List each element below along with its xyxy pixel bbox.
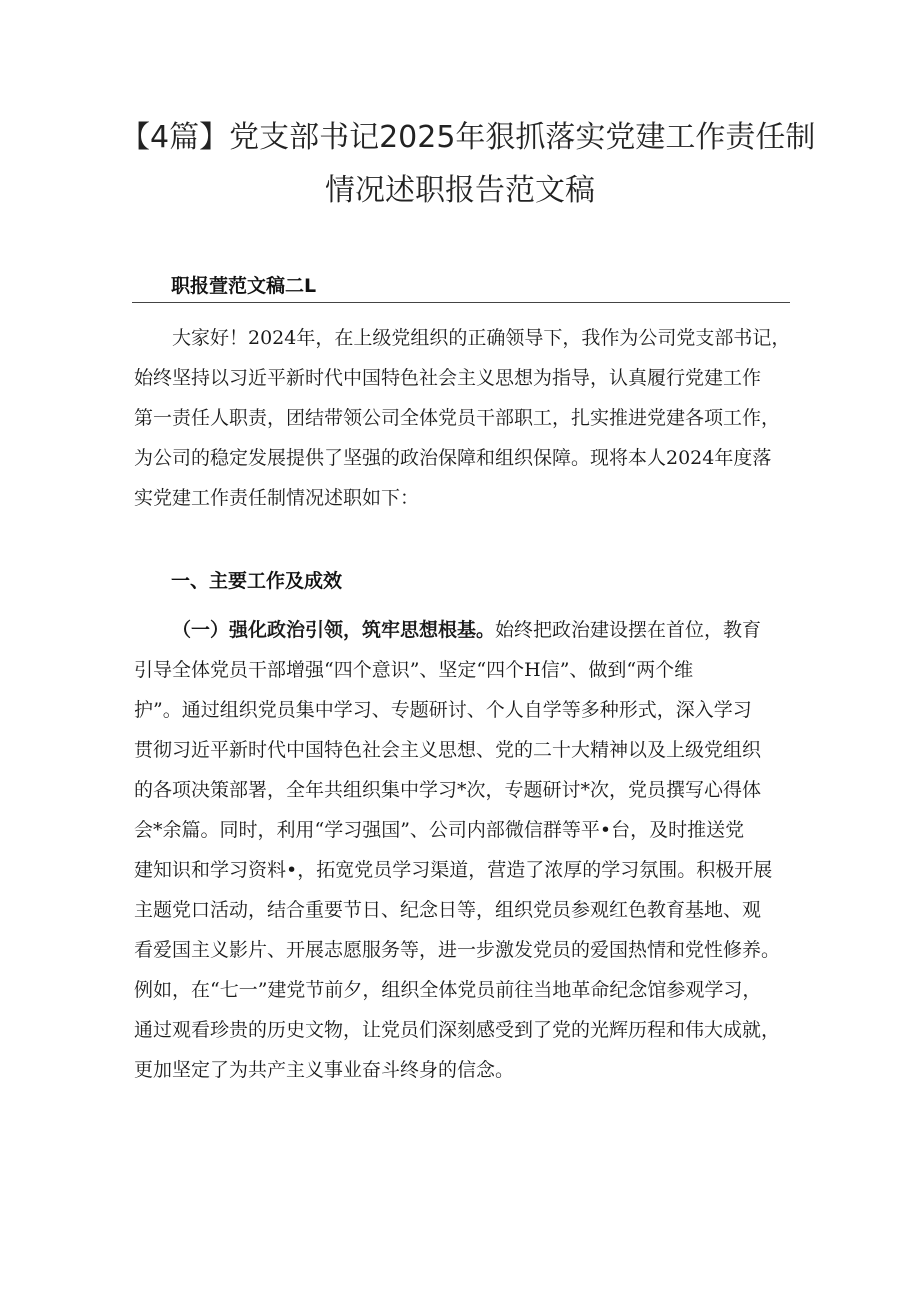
document-title-line-2: 情况述职报告范文稿 xyxy=(325,173,595,208)
intro-line xyxy=(134,318,794,358)
section-heading: 一、主要工作及成效 xyxy=(171,570,343,592)
paragraph-line: 看爱国主义影片、开展志愿服务等，进一步激发党员的爱国热情和党性修养。 xyxy=(134,939,781,961)
intro-line: 第一责任人职责，团结带领公司全体党员干部职工，扎实推进党建各项工作， xyxy=(134,407,781,429)
paragraph-lead: （一）强化政治引领，筑牢思想根基。 xyxy=(172,619,496,641)
paragraph-line: 建知识和学习资料•，拓宽党员学习渠道，营造了浓厚的学习氛围。积极开展 xyxy=(134,859,773,881)
intro-paragraph xyxy=(134,318,794,518)
paragraph-first-rest: 始终把政治建设摆在首位，教育 xyxy=(495,619,762,641)
paragraph-line: 主题党口活动，结合重要节日、纪念日等，组织党员参观红色教育基地、观 xyxy=(134,899,762,921)
horizontal-divider xyxy=(132,302,790,303)
paragraph-line: 护”。通过组织党员集中学习、专题研讨、个人自学等多种形式，深入学习 xyxy=(134,699,752,721)
paragraph-line xyxy=(134,610,794,650)
paragraph-line: 贯彻习近平新时代中国特色社会主义思想、党的二十大精神以及上级党组织 xyxy=(134,739,762,761)
section-subheading: 职报萱范文稿二L xyxy=(171,275,317,297)
paragraph-line: 引导全体党员干部增强“四个意识”、坚定“四个H信”、做到“两个维 xyxy=(134,659,694,681)
intro-line: 始终坚持以习近平新时代中国特色社会主义思想为指导，认真履行党建工作 xyxy=(134,367,762,389)
intro-line: 为公司的稳定发展提供了坚强的政治保障和组织保障。现将本人2024年度落 xyxy=(134,447,772,469)
intro-line: 实党建工作责任制情况述职如下： xyxy=(134,487,420,509)
work-paragraph xyxy=(134,610,794,1090)
document-title-line-1: 【4篇】党支部书记2025年狠抓落实党建工作责任制 xyxy=(120,120,816,155)
paragraph-line: 的各项决策部署，全年共组织集中学习*次，专题研讨*次，党员撰写心得体 xyxy=(134,779,762,801)
paragraph-line: 会*余篇。同时，利用“学习强国”、公司内部微信群等平•台，及时推送党 xyxy=(134,819,745,841)
paragraph-line: 例如，在“七一”建党节前夕，组织全体党员前往当地革命纪念馆参观学习， xyxy=(134,979,762,1001)
paragraph-line: 通过观看珍贵的历史文物，让党员们深刻感受到了党的光辉历程和伟大成就， xyxy=(134,1019,781,1041)
intro-line-text: 大家好！2024年，在上级党组织的正确领导下，我作为公司党支部书记， xyxy=(172,327,791,349)
paragraph-line: 更加坚定了为共产主义事业奋斗终身的信念。 xyxy=(134,1059,515,1081)
